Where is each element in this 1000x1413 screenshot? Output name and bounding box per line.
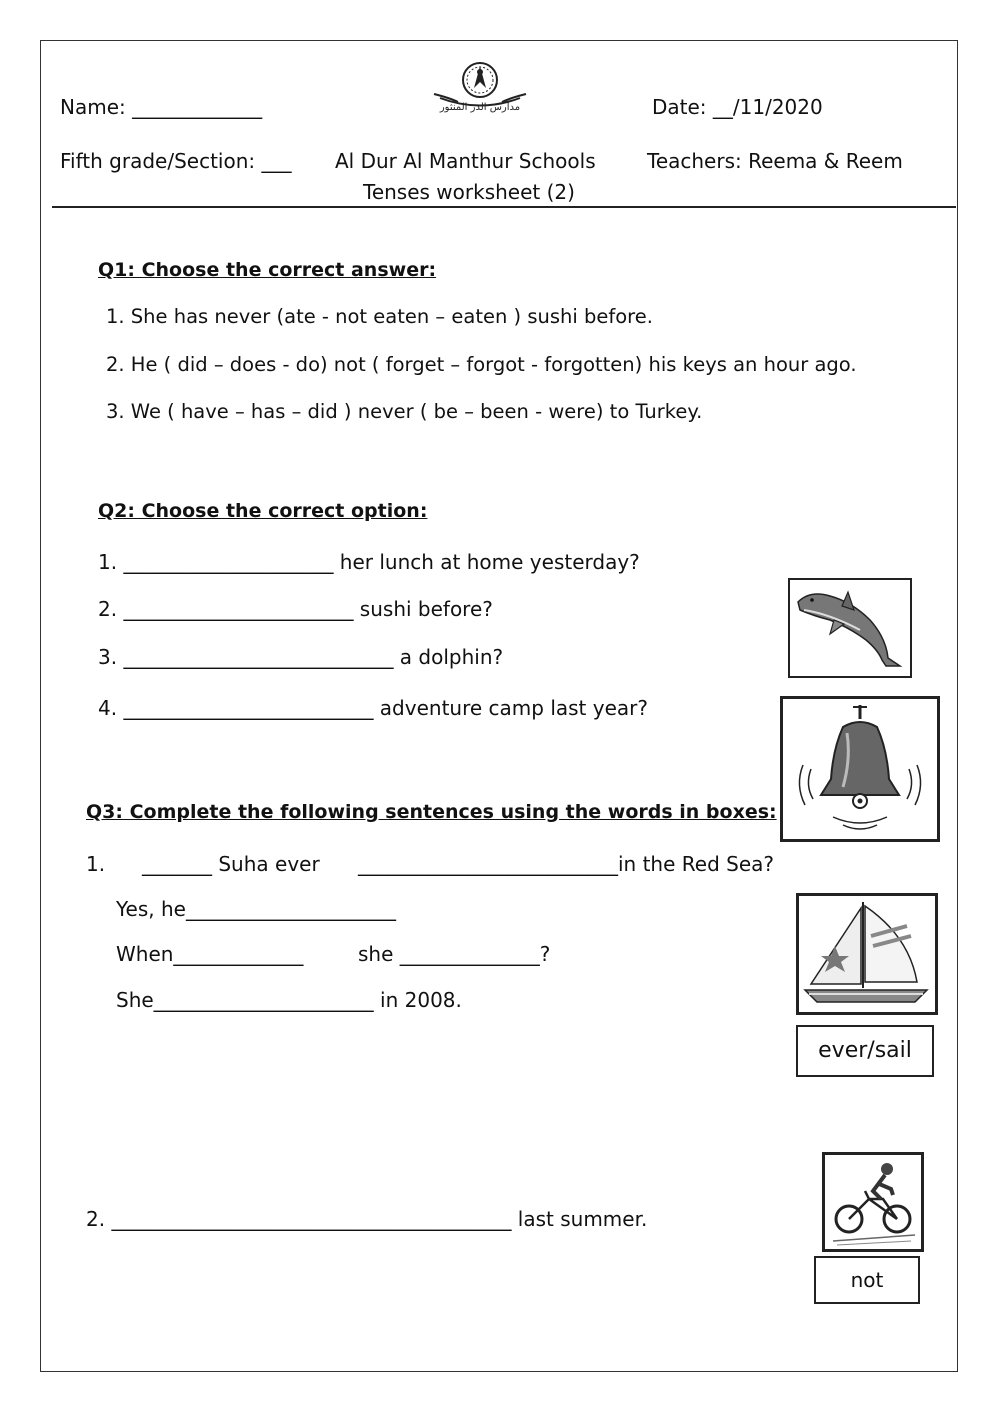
word-box-not: not [814, 1256, 920, 1304]
q1-item-2[interactable]: 2. He ( did – does - do) not ( forget – forgot - forgotten) his keys an hour ago. [106, 353, 857, 376]
q2-item-2[interactable]: 2. _______________________ sushi before? [98, 597, 493, 621]
sailboat-picture [796, 893, 938, 1015]
q2-item-4[interactable]: 4. _________________________ adventure camp last year? [98, 696, 648, 720]
q3-item-1-line-1a[interactable]: _______ Suha ever [142, 852, 320, 876]
worksheet-subtitle: Tenses worksheet (2) [363, 180, 575, 204]
q3-heading: Q3: Complete the following sentences using the words in boxes: [86, 801, 777, 823]
teachers-label: Teachers: Reema & Reem [647, 149, 903, 173]
word-box-ever-sail: ever/sail [796, 1025, 934, 1077]
header-divider [52, 206, 956, 208]
bell-icon [783, 699, 937, 839]
cyclist-icon [825, 1155, 921, 1249]
name-field[interactable]: Name: _____________ [60, 95, 263, 119]
dolphin-icon [790, 580, 910, 676]
date-field[interactable]: Date: __/11/2020 [652, 95, 823, 119]
bell-picture [780, 696, 940, 842]
q3-item-1-line-3b[interactable]: she ______________? [358, 942, 551, 966]
sailboat-icon [799, 896, 935, 1012]
school-name: Al Dur Al Manthur Schools [335, 149, 596, 173]
school-logo-icon [430, 58, 530, 116]
school-logo-arabic: مدارس الدر المنثور [439, 102, 521, 113]
q2-item-1[interactable]: 1. _____________________ her lunch at home yesterday? [98, 550, 640, 574]
q3-item-1-number: 1. [86, 852, 106, 876]
q1-heading: Q1: Choose the correct answer: [98, 259, 437, 281]
q2-item-3[interactable]: 3. ___________________________ a dolphin? [98, 645, 504, 669]
q3-item-1-line-1b[interactable]: __________________________in the Red Sea? [358, 852, 774, 876]
dolphin-picture [788, 578, 912, 678]
q1-item-1[interactable]: 1. She has never (ate - not eaten – eaten ) sushi before. [106, 305, 653, 328]
q3-item-2-line[interactable]: 2. ________________________________________ last summer. [86, 1207, 648, 1231]
q3-item-1-line-4[interactable]: She______________________ in 2008. [116, 988, 462, 1012]
q3-item-1-line-3a[interactable]: When_____________ [116, 942, 304, 966]
section-field[interactable]: Fifth grade/Section: ___ [60, 149, 292, 173]
q2-heading: Q2: Choose the correct option: [98, 500, 428, 522]
school-logo [430, 58, 530, 116]
q3-item-1-line-2[interactable]: Yes, he_____________________ [116, 897, 396, 921]
cyclist-picture [822, 1152, 924, 1252]
q1-item-3[interactable]: 3. We ( have – has – did ) never ( be – been - were) to Turkey. [106, 400, 703, 423]
